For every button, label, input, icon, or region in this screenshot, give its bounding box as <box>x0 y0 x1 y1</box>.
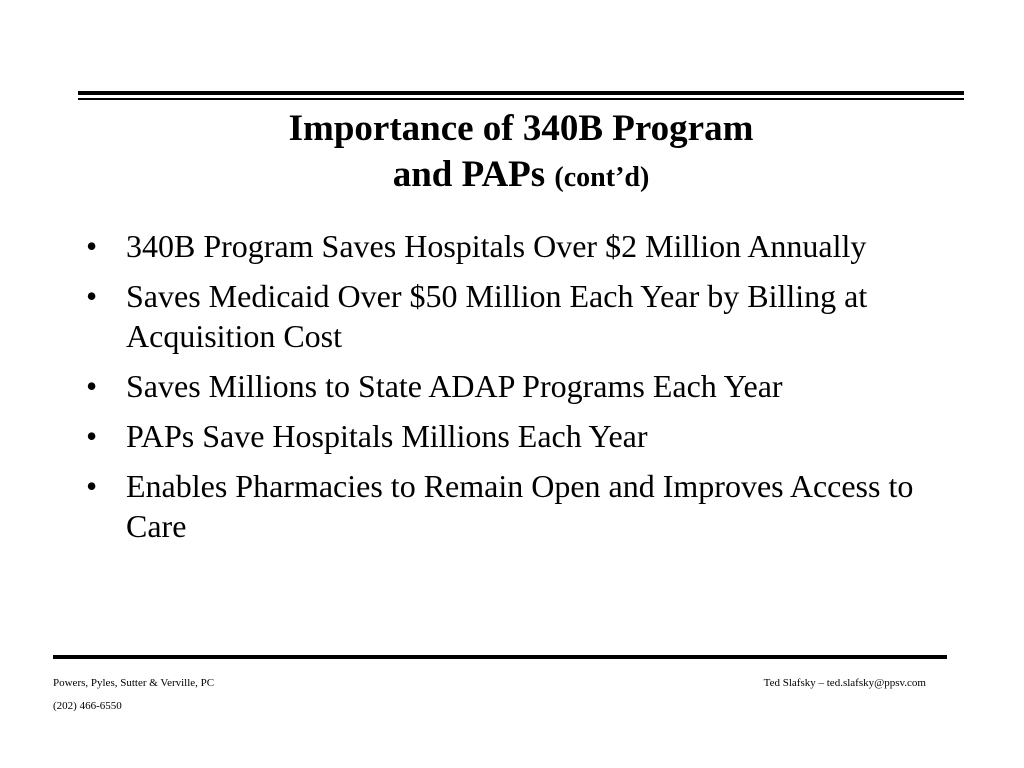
title-suffix: (cont’d) <box>554 162 650 193</box>
title-line-1: Importance of 340B Program <box>288 108 754 149</box>
bullet-dot-icon: • <box>86 368 98 404</box>
bullet-item <box>86 416 916 456</box>
footer-contact: Ted Slafsky – ted.slafsky@ppsv.com <box>763 677 926 689</box>
bullet-text: 340B Program Saves Hospitals Over $2 Million Annually <box>126 228 867 264</box>
footer-phone: (202) 466-6550 <box>53 700 122 712</box>
bullet-dot-icon: • <box>86 278 98 314</box>
bullet-dot-icon: • <box>86 418 98 454</box>
bullet-text: Saves Millions to State ADAP Programs Each Year <box>126 368 783 404</box>
bottom-rule <box>53 655 947 659</box>
bullet-dot-icon: • <box>86 468 98 504</box>
bullet-dot-icon: • <box>86 228 98 264</box>
bullet-item <box>86 466 916 546</box>
slide-title <box>78 106 964 201</box>
top-rule-thin <box>78 98 964 100</box>
bullet-list <box>86 226 916 556</box>
bullet-item <box>86 366 916 406</box>
bullet-text: Saves Medicaid Over $50 Million Each Year by Billing at Acquisition Cost <box>126 278 868 354</box>
bullet-item <box>86 226 916 266</box>
footer-firm-name: Powers, Pyles, Sutter & Verville, PC <box>53 677 215 689</box>
bullet-text: PAPs Save Hospitals Millions Each Year <box>126 418 648 454</box>
bullet-text: Enables Pharmacies to Remain Open and Improves Access to Care <box>126 468 914 544</box>
title-line-2: and PAPs <box>392 154 546 195</box>
bullet-item <box>86 276 916 356</box>
top-rule-thick <box>78 91 964 95</box>
